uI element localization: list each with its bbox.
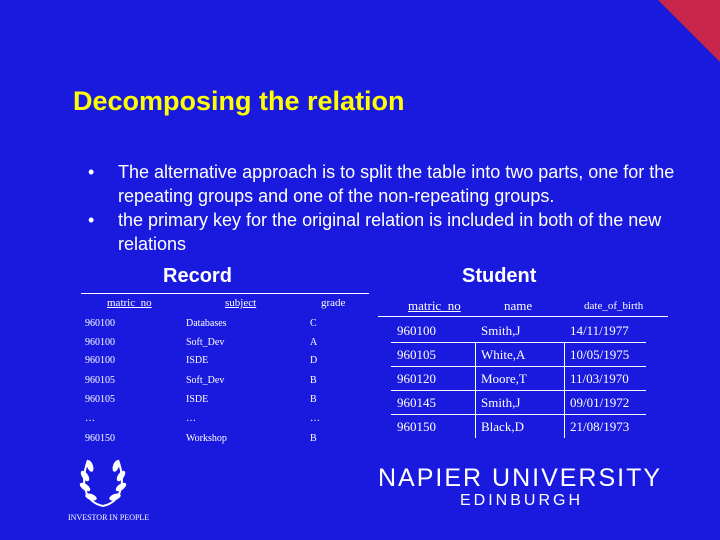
bullet-list [88,160,698,256]
slide-title: Decomposing the relation [73,86,405,116]
table-cell: 960150 [397,419,436,434]
column-header: matric_no [408,298,461,313]
student-caption: Student [462,265,537,287]
university-name: NAPIER UNIVERSITY [378,464,663,492]
table-cell: 960105 [85,394,115,405]
bullet-text: The alternative approach is to split the table into two parts, one for the repeating groups and one of the non-repeating groups. [118,162,675,206]
table-cell: … [310,413,320,424]
table-cell: 960105 [397,347,436,362]
bullet-text: the primary key for the original relation is included in both of the new relations [118,210,662,254]
table-cell: 10/05/1975 [570,347,630,362]
table-cell: 960150 [85,433,115,444]
table-cell: ISDE [186,394,209,405]
table-cell: 09/01/1972 [570,395,630,410]
table-cell: ISDE [186,355,209,366]
laurel-wreath-icon [68,452,138,510]
table-rule [391,366,646,367]
table-cell: B [310,375,317,386]
table-rule [391,390,646,391]
table-cell: 960100 [85,337,115,348]
table-cell: Workshop [186,433,227,444]
bullet-icon: • [88,162,95,182]
column-header: subject [225,297,257,309]
table-rule [475,342,476,438]
table-cell: Databases [186,318,227,329]
table-cell: 11/03/1970 [570,371,629,386]
table-cell: 960105 [85,375,115,386]
table-cell: 960100 [85,355,115,366]
bullet-icon: • [88,210,95,230]
table-rule [378,316,668,317]
table-cell: Soft_Dev [186,337,225,348]
column-header: date_of_birth [584,300,644,312]
table-cell: Soft_Dev [186,375,225,386]
table-cell: B [310,433,317,444]
corner-decoration [658,0,720,62]
investor-in-people-label: INVESTOR IN PEOPLE [68,513,150,522]
table-cell: Moore,T [481,371,527,386]
table-cell: 960120 [397,371,436,386]
table-cell: Black,D [481,419,524,434]
table-rule [81,293,369,294]
table-cell: Smith,J [481,323,521,338]
column-header: name [504,298,533,313]
table-rule [564,342,565,438]
table-rule [391,342,646,343]
table-cell: … [186,413,196,424]
table-cell: Smith,J [481,395,521,410]
table-cell: 960100 [397,323,436,338]
university-city: EDINBURGH [460,492,584,509]
record-caption: Record [163,265,232,287]
table-cell: A [310,337,318,348]
bullet-item [88,160,698,208]
column-header: grade [321,297,346,309]
table-cell: 960100 [85,318,115,329]
column-header: matric_no [107,297,152,309]
table-cell: 960145 [397,395,436,410]
table-cell: D [310,355,318,366]
table-cell: B [310,394,317,405]
table-cell: C [310,318,317,329]
table-rule [391,414,646,415]
table-cell: 14/11/1977 [570,323,629,338]
table-cell: White,A [481,347,526,362]
bullet-item [88,208,698,256]
table-cell: 21/08/1973 [570,419,630,434]
table-cell: … [85,413,95,424]
